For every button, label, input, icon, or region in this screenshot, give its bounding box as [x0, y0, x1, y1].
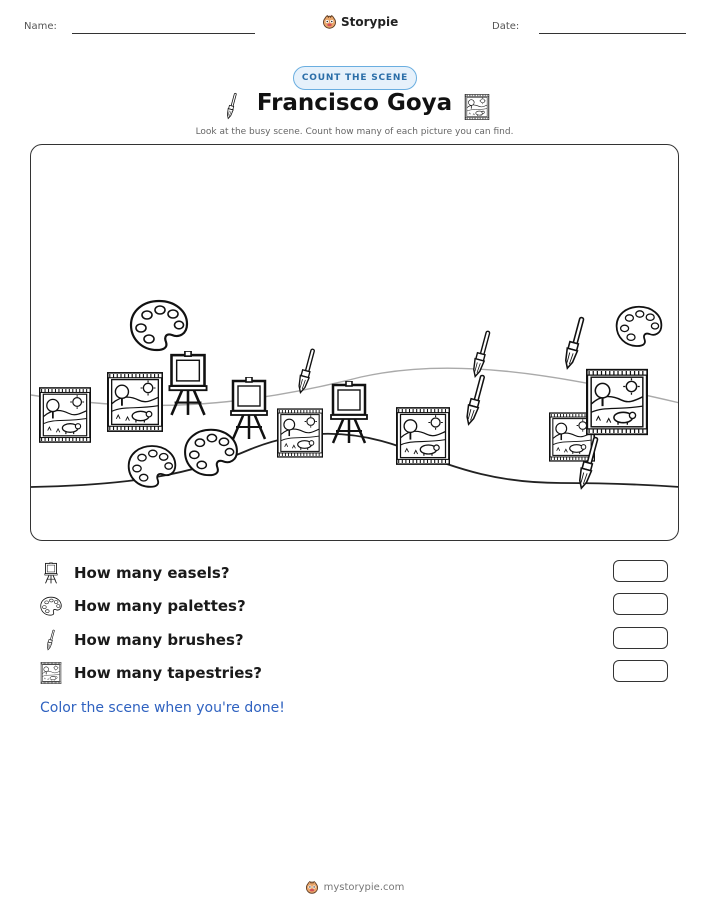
palette: [129, 446, 176, 487]
name-label: Name:: [24, 21, 57, 32]
question-row-brushes: [40, 627, 680, 653]
brush: [562, 317, 584, 369]
brand-name: Storypie: [341, 14, 399, 29]
brand-logo: [322, 14, 398, 29]
name-field-line[interactable]: [72, 33, 255, 34]
activity-badge: COUNT THE SCENE: [293, 66, 417, 90]
question-row-easels: [40, 560, 680, 586]
question-row-palettes: [40, 593, 680, 619]
answer-box-easels[interactable]: [613, 560, 668, 582]
question-text: How many tapestries?: [74, 664, 263, 682]
palette: [131, 301, 187, 350]
tapestry: [278, 409, 322, 457]
closing-instruction: Color the scene when you're done!: [40, 700, 285, 716]
brush-icon: [40, 629, 62, 651]
footer-url[interactable]: mystorypie.com: [323, 881, 405, 893]
answer-box-brushes[interactable]: [613, 627, 668, 649]
easel: [169, 351, 206, 415]
answer-box-palettes[interactable]: [613, 593, 668, 615]
tapestry: [40, 388, 90, 442]
question-text: How many easels?: [74, 564, 230, 582]
page-title: Francisco Goya: [256, 90, 453, 116]
easel: [331, 381, 367, 443]
tapestry-icon: [464, 94, 490, 120]
date-field-line[interactable]: [539, 33, 686, 34]
palette: [185, 430, 237, 475]
easel: [231, 377, 267, 439]
tapestry: [108, 373, 162, 431]
question-text: How many palettes?: [74, 597, 246, 615]
tapestry: [587, 370, 647, 434]
easel-icon: [40, 562, 62, 584]
tapestry-icon: [40, 662, 62, 684]
date-label: Date:: [492, 21, 520, 32]
brush: [464, 375, 485, 425]
footer: [0, 880, 709, 894]
mascot-icon: [305, 880, 319, 894]
scene-illustration: [31, 145, 679, 541]
brush: [296, 349, 315, 394]
tapestry: [397, 408, 449, 464]
mascot-icon: [322, 14, 337, 29]
question-row-tapestries: [40, 660, 680, 686]
instructions: Look at the busy scene. Count how many of each picture you can find.: [195, 127, 514, 137]
busy-scene: [30, 144, 679, 541]
palette: [617, 307, 662, 346]
brush: [471, 331, 490, 378]
question-text: How many brushes?: [74, 631, 244, 649]
palette-icon: [40, 595, 62, 617]
answer-box-tapestries[interactable]: [613, 660, 668, 682]
